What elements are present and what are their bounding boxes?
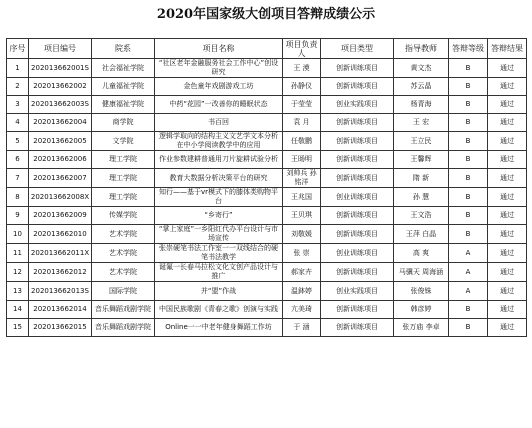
leader-cell: 王 漠 <box>283 59 321 78</box>
table-row <box>7 263 527 282</box>
project-name-cell: 教育大数据分析决策平台的研究 <box>155 169 283 188</box>
advisor-cell: 苏云晶 <box>394 78 449 96</box>
result-cell: 通过 <box>488 132 527 151</box>
advisor-cell: 高 爽 <box>394 244 449 263</box>
project-type-cell: 创新训练项目 <box>321 59 394 78</box>
project-name-cell: “社区老年金融服务社会工作中心”创设研究 <box>155 59 283 78</box>
grade-cell: B <box>449 318 488 336</box>
table-row <box>7 244 527 263</box>
grade-cell: B <box>449 169 488 188</box>
table-row <box>7 132 527 151</box>
advisor-cell: 张万庙 李卓 <box>394 318 449 336</box>
project-type-cell: 创新训练项目 <box>321 151 394 169</box>
result-cell: 通过 <box>488 169 527 188</box>
project-number-cell: 202013662003S <box>29 96 92 114</box>
advisor-cell: 孙 慧 <box>394 188 449 207</box>
project-name-cell: 诞氟一长春马拉松文化文创产品设计与推广 <box>155 263 283 282</box>
table-row <box>7 169 527 188</box>
header-department: 院系 <box>92 39 155 59</box>
index-cell: 1 <box>7 59 29 78</box>
project-type-cell: 创新训练项目 <box>321 263 394 282</box>
grade-cell: B <box>449 188 488 207</box>
project-number-cell: 202013662001S <box>29 59 92 78</box>
leader-cell: 亢美琦 <box>283 300 321 318</box>
table-row <box>7 318 527 336</box>
leader-cell: 王贝琪 <box>283 207 321 225</box>
result-cell: 通过 <box>488 282 527 300</box>
header-defense-result: 答辩结果 <box>488 39 527 59</box>
project-number-cell: 202013662010 <box>29 225 92 244</box>
header-defense-grade: 答辩等级 <box>449 39 488 59</box>
leader-cell: 刘帅兵 孙铭洋 <box>283 169 321 188</box>
grade-cell: B <box>449 59 488 78</box>
table-row <box>7 114 527 132</box>
result-cell: 通过 <box>488 263 527 282</box>
advisor-cell: 杨青海 <box>394 96 449 114</box>
header-project-number: 项目编号 <box>29 39 92 59</box>
index-cell: 2 <box>7 78 29 96</box>
results-table <box>6 38 527 337</box>
result-cell: 通过 <box>488 225 527 244</box>
leader-cell: 刘敬媛 <box>283 225 321 244</box>
index-cell: 5 <box>7 132 29 151</box>
result-cell: 通过 <box>488 151 527 169</box>
result-cell: 通过 <box>488 207 527 225</box>
project-name-cell: 并“盟”作战 <box>155 282 283 300</box>
grade-cell: B <box>449 300 488 318</box>
project-type-cell: 创新训练项目 <box>321 169 394 188</box>
project-type-cell: 创业实践项目 <box>321 96 394 114</box>
grade-cell: B <box>449 114 488 132</box>
leader-cell: 温鉢婷 <box>283 282 321 300</box>
project-name-cell: 中药“花园”一改善你的睡眠状态 <box>155 96 283 114</box>
advisor-cell: 黄文杰 <box>394 59 449 78</box>
table-row <box>7 207 527 225</box>
grade-cell: B <box>449 207 488 225</box>
department-cell: 理工学院 <box>92 151 155 169</box>
index-cell: 11 <box>7 244 29 263</box>
grade-cell: B <box>449 132 488 151</box>
result-cell: 通过 <box>488 244 527 263</box>
department-cell: 文学院 <box>92 132 155 151</box>
advisor-cell: 韩彦婷 <box>394 300 449 318</box>
project-type-cell: 创新训练项目 <box>321 318 394 336</box>
leader-cell: 孙静仪 <box>283 78 321 96</box>
project-type-cell: 创业实践项目 <box>321 282 394 300</box>
project-type-cell: 创业训练项目 <box>321 244 394 263</box>
department-cell: 健康福祉学院 <box>92 96 155 114</box>
project-number-cell: 202013662004 <box>29 114 92 132</box>
table-row <box>7 96 527 114</box>
advisor-cell: 马骥天 周海涵 <box>394 263 449 282</box>
project-name-cell: 逻辑学取向的结构主义文艺学文本分析在中小学阅读教学中的应用 <box>155 132 283 151</box>
header-project-type: 项目类型 <box>321 39 394 59</box>
leader-cell: 于 涵 <box>283 318 321 336</box>
advisor-cell: 王 宏 <box>394 114 449 132</box>
header-index: 序号 <box>7 39 29 59</box>
table-row <box>7 78 527 96</box>
project-type-cell: 创新训练项目 <box>321 207 394 225</box>
project-number-cell: 202013662015 <box>29 318 92 336</box>
department-cell: 艺术学院 <box>92 244 155 263</box>
project-type-cell: 创新训练项目 <box>321 225 394 244</box>
grade-cell: B <box>449 225 488 244</box>
index-cell: 10 <box>7 225 29 244</box>
leader-cell: 任敬鹏 <box>283 132 321 151</box>
project-name-cell: “掌上家庭”一乡阳红代办平台设计与市场宣传 <box>155 225 283 244</box>
project-number-cell: 202013662005 <box>29 132 92 151</box>
advisor-cell: 王立民 <box>394 132 449 151</box>
index-cell: 6 <box>7 151 29 169</box>
header-advisor: 指导教师 <box>394 39 449 59</box>
project-name-cell: 中国民族歌剧《青春之歌》创演与实践 <box>155 300 283 318</box>
index-cell: 9 <box>7 207 29 225</box>
department-cell: 理工学院 <box>92 188 155 207</box>
grade-cell: B <box>449 151 488 169</box>
project-number-cell: 202013662009 <box>29 207 92 225</box>
grade-cell: A <box>449 244 488 263</box>
index-cell: 13 <box>7 282 29 300</box>
leader-cell: 王兆国 <box>283 188 321 207</box>
project-number-cell: 202013662006 <box>29 151 92 169</box>
department-cell: 商学院 <box>92 114 155 132</box>
table-row <box>7 300 527 318</box>
result-cell: 通过 <box>488 59 527 78</box>
advisor-cell: 王萍 白晶 <box>394 225 449 244</box>
grade-cell: A <box>449 282 488 300</box>
advisor-cell: 张俊铢 <box>394 282 449 300</box>
project-number-cell: 202013662002 <box>29 78 92 96</box>
project-name-cell: 张崇硬笔书法工作室一一双线结合的硬笔书法教学 <box>155 244 283 263</box>
table-header-row <box>7 39 527 59</box>
grade-cell: B <box>449 78 488 96</box>
project-type-cell: 创新训练项目 <box>321 78 394 96</box>
leader-cell: 郝家卉 <box>283 263 321 282</box>
department-cell: 艺术学院 <box>92 225 155 244</box>
advisor-cell: 王馨辉 <box>394 151 449 169</box>
index-cell: 4 <box>7 114 29 132</box>
project-number-cell: 202013662008X <box>29 188 92 207</box>
project-type-cell: 创业训练项目 <box>321 188 394 207</box>
index-cell: 14 <box>7 300 29 318</box>
index-cell: 8 <box>7 188 29 207</box>
advisor-cell: 隋 新 <box>394 169 449 188</box>
table-row <box>7 282 527 300</box>
index-cell: 3 <box>7 96 29 114</box>
project-name-cell: Online一一中老年健身舞蹈工作坊 <box>155 318 283 336</box>
project-name-cell: 作业参数建耕普通用刀片旋耕试验分析 <box>155 151 283 169</box>
project-name-cell: 知行——基于vr模式下的膝体类购物平台 <box>155 188 283 207</box>
grade-cell: A <box>449 263 488 282</box>
project-number-cell: 202013662007 <box>29 169 92 188</box>
project-number-cell: 202013662011X <box>29 244 92 263</box>
project-name-cell: “乡寄行” <box>155 207 283 225</box>
leader-cell: 袁 月 <box>283 114 321 132</box>
table-body <box>7 59 527 337</box>
table-row <box>7 59 527 78</box>
project-type-cell: 创新训练项目 <box>321 132 394 151</box>
department-cell: 国际学院 <box>92 282 155 300</box>
table-row <box>7 151 527 169</box>
grade-cell: B <box>449 96 488 114</box>
department-cell: 社会福祉学院 <box>92 59 155 78</box>
leader-cell: 王旸明 <box>283 151 321 169</box>
leader-cell: 于莹莹 <box>283 96 321 114</box>
project-number-cell: 202013662012 <box>29 263 92 282</box>
project-name-cell: 金色童年戏剧游戏工坊 <box>155 78 283 96</box>
result-cell: 通过 <box>488 114 527 132</box>
department-cell: 艺术学院 <box>92 263 155 282</box>
result-cell: 通过 <box>488 78 527 96</box>
result-cell: 通过 <box>488 318 527 336</box>
project-type-cell: 创新训练项目 <box>321 114 394 132</box>
project-number-cell: 202013662014 <box>29 300 92 318</box>
page-title: 2020年国家级大创项目答辩成绩公示 <box>156 7 376 22</box>
department-cell: 音乐舞蹈戏剧学院 <box>92 300 155 318</box>
table-row <box>7 188 527 207</box>
table-row <box>7 225 527 244</box>
department-cell: 理工学院 <box>92 169 155 188</box>
department-cell: 传媒学院 <box>92 207 155 225</box>
project-number-cell: 202013662013S <box>29 282 92 300</box>
index-cell: 12 <box>7 263 29 282</box>
project-type-cell: 创新训练项目 <box>321 300 394 318</box>
result-cell: 通过 <box>488 188 527 207</box>
result-cell: 通过 <box>488 300 527 318</box>
index-cell: 15 <box>7 318 29 336</box>
department-cell: 儿童福祉学院 <box>92 78 155 96</box>
department-cell: 音乐舞蹈戏剧学院 <box>92 318 155 336</box>
index-cell: 7 <box>7 169 29 188</box>
result-cell: 通过 <box>488 96 527 114</box>
project-name-cell: 书百回 <box>155 114 283 132</box>
header-project-name: 项目名称 <box>155 39 283 59</box>
header-project-leader: 项目负责人 <box>283 39 321 59</box>
leader-cell: 张 崇 <box>283 244 321 263</box>
advisor-cell: 王文浩 <box>394 207 449 225</box>
